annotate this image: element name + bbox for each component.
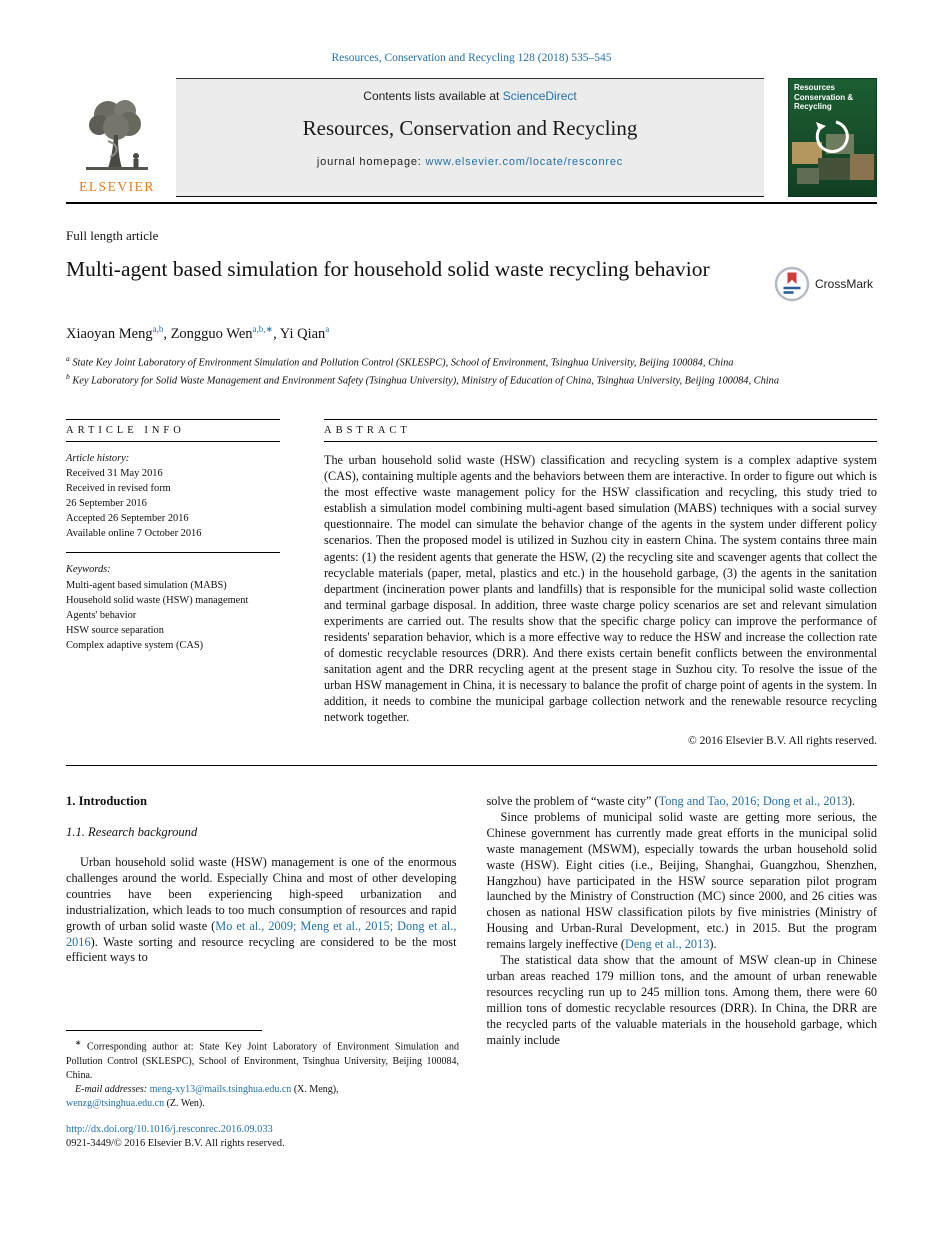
affiliation-sup: b <box>66 371 70 381</box>
crossmark-label: CrossMark <box>814 277 873 291</box>
info-abstract-section <box>66 419 877 747</box>
contents-prefix-text: Contents lists available at <box>363 89 503 103</box>
email-owner: (Z. Wen). <box>164 1098 205 1110</box>
citation-link[interactable]: Mo et al., 2009; Meng et al., 2015; Dong et al., 2016 <box>66 918 457 949</box>
citation-link[interactable]: Deng et al., 2013 <box>625 937 710 952</box>
keyword: Complex adaptive system (CAS) <box>66 639 204 651</box>
sciencedirect-link[interactable]: ScienceDirect <box>502 89 577 103</box>
elsevier-tree-icon <box>78 93 156 177</box>
history-line: Accepted 26 September 2016 <box>66 513 189 525</box>
header-divider <box>66 202 877 204</box>
body-paragraph <box>487 794 878 810</box>
elsevier-wordmark: ELSEVIER <box>79 179 155 194</box>
title-row <box>66 256 877 304</box>
homepage-prefix-text: journal homepage: <box>316 156 426 168</box>
history-line: Received in revised form <box>66 483 171 495</box>
section-1-1-heading: 1.1. Research background <box>66 824 198 839</box>
email-link[interactable]: meng-xy13@mails.tsinghua.edu.cn <box>149 1083 292 1095</box>
left-column <box>66 794 457 1050</box>
contents-line <box>184 89 756 103</box>
issn-copyright-line: 0921-3449/© 2016 Elsevier B.V. All rights reserved. <box>66 1138 285 1150</box>
author-name: Xiaoyan Meng <box>66 325 153 342</box>
history-line: Received 31 May 2016 <box>66 468 163 480</box>
abstract-copyright: © 2016 Elsevier B.V. All rights reserved. <box>688 734 877 747</box>
author-line <box>66 324 877 343</box>
author-affiliation-sup[interactable]: a,b <box>152 324 164 334</box>
journal-title: Resources, Conservation and Recycling <box>302 116 638 140</box>
abstract-column <box>324 419 877 747</box>
footnote-marker: ∗ <box>75 1038 82 1047</box>
email-addresses <box>66 1083 459 1111</box>
email-owner: (X. Meng), <box>291 1083 339 1095</box>
affiliation-text: State Key Joint Laboratory of Environment Simulation and Pollution Control (SKLESPC), School of Environment, Tsinghua University, Beijing 100084, China <box>69 357 734 369</box>
section-1-heading: 1. Introduction <box>66 793 147 808</box>
keywords-block <box>66 553 280 663</box>
journal-header <box>66 78 877 197</box>
affiliation-a <box>66 353 877 371</box>
article-info-column <box>66 419 280 747</box>
paragraph-text: Since problems of municipal solid waste are getting more serious, the Chinese government has currently made great efforts in the municipal solid waste management (MSWM), especially towards the urban household solid waste (HSW). Eight cities (i.e., Beijing, Shanghai, Guangzhou, Shenzhen, Hangzhou) have participated in the HSW source separation pilot program launched by the Ministry of Construction (MC) since 2000, and 26 cities was chosen as national HSW classification pilots by five ministries (Ministry of Housing and Urban-Rural Development, etc.) in 2015. But the program remains largely ineffective ( <box>486 809 877 952</box>
keyword: Multi-agent based simulation (MABS) <box>66 579 227 591</box>
crossmark-badge[interactable] <box>770 264 877 304</box>
author-name: , Zongguo Wen <box>163 325 253 342</box>
history-line: 26 September 2016 <box>66 498 147 510</box>
keywords-label: Keywords: <box>66 564 111 576</box>
abstract-heading: ABSTRACT <box>324 419 877 442</box>
paragraph-text: ). <box>847 793 856 808</box>
doi-link[interactable]: http://dx.doi.org/10.1016/j.resconrec.2016.09.033 <box>66 1124 273 1136</box>
crossmark-icon <box>774 266 810 302</box>
author-name: , Yi Qian <box>273 325 326 342</box>
keyword: Agents' behavior <box>66 609 137 621</box>
affiliation-b <box>66 371 877 389</box>
journal-homepage-link[interactable]: www.elsevier.com/locate/resconrec <box>425 156 624 168</box>
running-head-citation: Resources, Conservation and Recycling 128 (2018) 535–545 <box>331 52 612 64</box>
intro-paragraph <box>66 855 457 967</box>
keyword: Household solid waste (HSW) management <box>66 594 249 606</box>
article-info-heading: ARTICLE INFO <box>66 419 280 442</box>
body-paragraph: The statistical data show that the amount of MSW clean-up in Chinese urban areas reached 179 million tons, and the amount of urban renewable resources recycling run up to 245 million tons. Among them, there were 60 million tons of domestic recyclable resources (DRR). In China, the DRR are the recycled parts of the valuable materials in the household garbage, which mainly include <box>486 953 877 1048</box>
paragraph-text: ). Waste sorting and resource recycling are considered to be the most efficient ways to <box>66 934 457 965</box>
email-label: E-mail addresses: <box>75 1083 148 1095</box>
cover-collage <box>789 114 876 188</box>
corresponding-author-note <box>66 1038 459 1083</box>
elsevier-logo <box>66 78 176 197</box>
footnote-text: Corresponding author at: State Key Joint Laboratory of Environment Simulation and Pollution Control (SKLESPC), School of Environment, Tsinghua University, Beijing 100084, China. <box>66 1041 459 1081</box>
author-affiliation-sup[interactable]: a,b,∗ <box>252 324 274 334</box>
journal-banner <box>176 78 764 197</box>
body-columns <box>66 794 877 1050</box>
email-link[interactable]: wenzg@tsinghua.edu.cn <box>66 1098 165 1110</box>
paragraph-text: solve the problem of “waste city” ( <box>486 793 659 808</box>
abstract-text: The urban household solid waste (HSW) classification and recycling system is a complex adaptive system (CAS), containing multiple agents and the behaviors between them are interactive. In order to figure out which is the most effective waste management policy for the HSW classification and recycling, this study tried to establish a simulation model combining multi-agent based simulation (MABS) techniques with a social survey questionnaire. The model can simulate the behavior change of the agents in the system under different policy scenarios. Then the proposed model is utilized in Suzhou city in eastern China. The system contains three main agents: (1) the resident agents that generate the HSW, (2) the recycling site and scavenger agents that collect the recyclable materials (paper, metal, plastics and etc.) in the household garbage, (3) the agents in the sanitation department (incineration power plants and landfills) that is responsible for the municipal solid waste collection and terminal garbage disposal. In addition, three waste charge policy scenarios are set and relevant simulation experiments are carried out. The results show that the specific charge policy can improve the performance of residents' separation behavior, which is a more effective way to reduce the HSW and increase the collection rate of domestic recyclable resources (DRR). And there exists certain benefit conflicts between the environmental sanitation agent and the DRR recycling agent at the present stage in Suzhou city. To resolve the issue of the urban HSW management in China, it is necessary to balance the profit of charge point of agents in the system. In addition, it needs to combine the municipal garbage collection network and the renewable resource recycling network together. <box>324 452 877 725</box>
citation-link[interactable]: Tong and Tao, 2016; Dong et al., 2013 <box>658 793 848 808</box>
footnote-block <box>66 1030 459 1149</box>
article-type-label: Full length article <box>66 228 159 243</box>
paragraph-text: ). <box>709 937 717 952</box>
right-column <box>487 794 878 1050</box>
affiliation-sup: a <box>66 353 70 363</box>
keyword: HSW source separation <box>66 624 164 636</box>
affiliation-text: Key Laboratory for Solid Waste Management and Environment Safety (Tsinghua University), Ministry of Education of China, Tsinghua University, Beijing 100084, China <box>69 375 780 387</box>
homepage-line <box>184 156 756 168</box>
history-line: Available online 7 October 2016 <box>66 528 202 540</box>
article-history-label: Article history: <box>66 452 130 464</box>
paragraph-text: Urban household solid waste (HSW) management is one of the enormous challenges around the world. Especially China and most of other developing countries have been experiencing high-speed urbanization and industrialization, which leads to too much consumption of resources and rapid growth of urban solid waste ( <box>66 854 457 933</box>
doi-line <box>66 1124 459 1135</box>
journal-cover-thumbnail[interactable] <box>788 78 877 197</box>
affiliations <box>66 353 877 389</box>
article-history <box>66 442 280 552</box>
body-paragraph <box>487 810 878 954</box>
footnote-divider <box>66 1030 262 1031</box>
author-affiliation-sup[interactable]: a <box>325 324 330 334</box>
abstract-bottom-divider <box>66 765 877 766</box>
cover-title: Resources Conservation & Recycling <box>794 83 854 112</box>
article-title: Multi-agent based simulation for household solid waste recycling behavior <box>66 257 710 281</box>
